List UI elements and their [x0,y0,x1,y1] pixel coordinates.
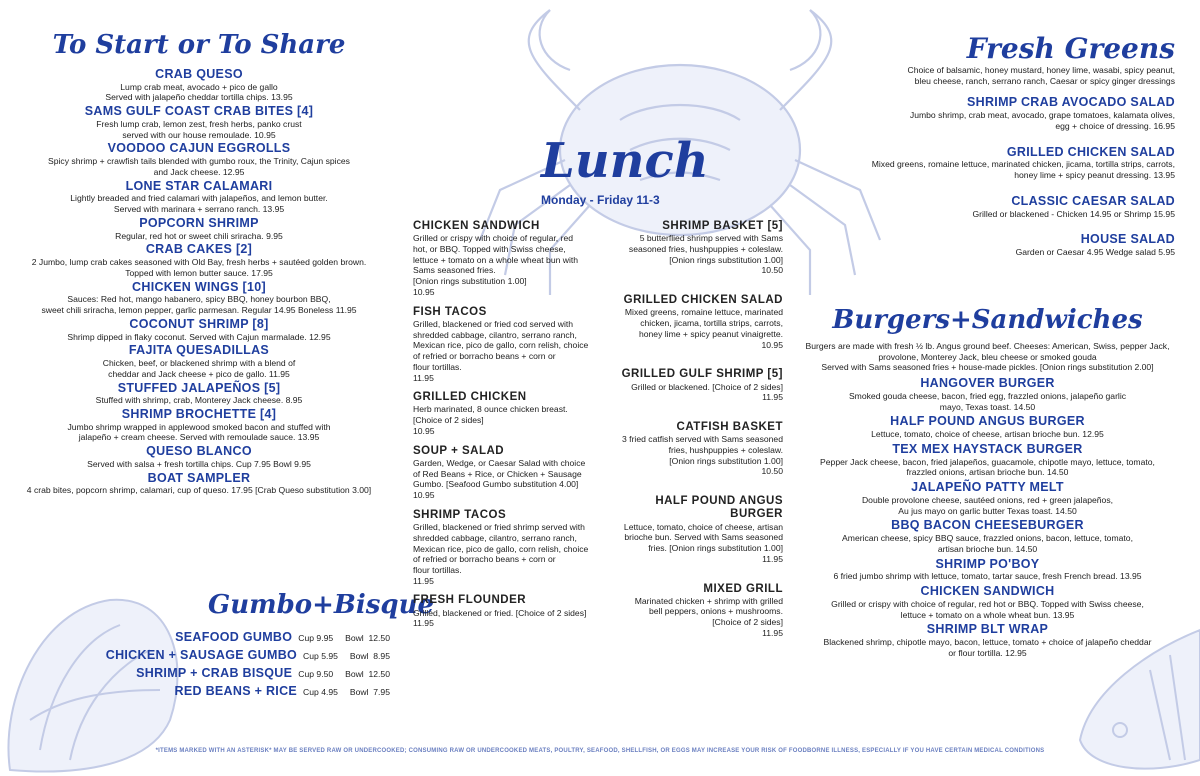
item-name: MIXED GRILL [703,582,783,595]
item-description: Grilled or blackened. [Choice of 2 sides] 11.95 [631,381,783,403]
lunch-right-items [613,220,783,657]
item-description: Lettuce, tomato, choice of cheese, artisan brioche bun. Served with Sams seasoned fries. [Onion rings substitution 1.00] 11.95 [623,521,783,564]
item-name: LONE STAR CALAMARI [125,178,273,193]
item-name: QUESO BLANCO [146,444,252,459]
item-description: Smoked gouda cheese, bacon, fried egg, frazzled onions, jalapeño garlic mayo, Texas toast. 14.50 [848,390,1127,412]
start-section [0,0,398,498]
gumbo-menu-item [0,666,390,680]
start-menu-item [0,142,398,177]
greens-title: Fresh Greens [966,32,1175,65]
item-name: FISH TACOS [413,305,487,318]
item-description: Stuffed with shrimp, crab, Monterey Jack cheese. 8.95 [95,395,303,406]
burgers-menu-item [800,519,1175,554]
item-description: Lump crab meat, avocado + pico de gallo Served with jalapeño cheddar tortilla chips. 13.95 [105,81,293,103]
start-menu-item [0,382,398,406]
item-name: CATFISH BASKET [676,421,783,433]
item-price: Cup 9.95 Bowl 12.50 [298,633,390,643]
item-name: GRILLED CHICKEN [413,391,527,404]
item-description: Served with salsa + fresh tortilla chips. Cup 7.95 Bowl 9.95 [87,458,311,469]
item-name: SHRIMP BLT WRAP [926,622,1049,637]
burgers-section [800,305,1175,661]
start-menu-item [0,344,398,379]
item-description: Garden, Wedge, or Caesar Salad with choice of Red Beans + Rice, or Chicken + Sausage Gumbo. [Seafood Gumbo substitution 4.00] 10.95 [413,457,586,501]
item-name: SAMS GULF COAST CRAB BITES [4] [84,104,314,119]
item-description: Double provolone cheese, sautéed onions, red + green jalapeños, Au jus mayo on garlic butter Texas toast. 14.50 [861,494,1114,516]
item-description: Pepper Jack cheese, bacon, fried jalapeños, guacamole, chipotle mayo, lettuce, tomato, frazzled onions, artisan brioche bun. 14.50 [820,456,1155,478]
item-name: HANGOVER BURGER [920,376,1055,391]
burgers-menu-item [800,443,1175,478]
lunch-menu-item [413,391,608,436]
item-name: CRAB QUESO [155,67,243,81]
item-name: FAJITA QUESADILLAS [128,343,270,358]
item-description: Blackened shrimp, chipotle mayo, bacon, lettuce, tomato + choice of jalapeño cheddar or flour tortilla. 12.95 [823,637,1152,658]
burgers-menu-item [800,377,1175,412]
item-name: JALAPEÑO PATTY MELT [911,480,1064,495]
burgers-menu-item [800,585,1175,620]
burgers-intro: Burgers are made with fresh ½ lb. Angus ground beef. Cheeses: American, Swiss, pepper Jack, provolone, Monterey Jack, bleu cheese or smoked gouda Served with Sams seasoned fries + house-made pickles. [Onion rings substitution 2.00] [805,341,1170,373]
lunch-title: Lunch [541,133,709,189]
item-description: Jumbo shrimp, crab meat, avocado, grape tomatoes, kalamata olives, egg + choice of dressing. 16.95 [909,110,1175,131]
item-name: HOUSE SALAD [1080,232,1175,247]
item-name: SHRIMP + CRAB BISQUE [136,666,293,680]
item-description: 6 fried jumbo shrimp with lettuce, tomato, tartar sauce, fresh French bread. 13.95 [833,571,1142,582]
burgers-items [800,377,1175,658]
lunch-menu-item [613,583,783,639]
greens-items [800,96,1175,257]
item-name: GRILLED CHICKEN SALAD [1006,144,1175,159]
gumbo-menu-item [0,648,390,662]
item-description: Regular, red hot or sweet chili sriracha. 9.95 [115,230,283,241]
item-description: 3 fried catfish served with Sams seasoned fries, hushpuppies + coleslaw. [Onion rings substitution 1.00] 10.50 [622,434,783,477]
item-description: Grilled, blackened or fried shrimp served with shredded cabbage, cilantro, serrano ranch, Mexican rice, pico de gallo, corn relish, choice of refried or borracho beans + corn or flour tortillas. 11.95 [413,522,589,586]
burgers-menu-item [800,623,1175,658]
start-menu-item [0,180,398,215]
lunch-menu-item [413,594,608,629]
item-description: Spicy shrimp + crawfish tails blended with gumbo roux, the Trinity, Cajun spices and Jack cheese. 12.95 [48,156,350,177]
item-name: SHRIMP CRAB AVOCADO SALAD [967,95,1175,110]
start-menu-item [0,68,398,103]
item-name: HALF POUND ANGUS BURGER [890,414,1085,429]
greens-menu-item [800,233,1175,257]
greens-intro: Choice of balsamic, honey mustard, honey lime, wasabi, spicy peanut, bleu cheese, ranch, serrano ranch, Caesar or spicy ginger dressings [907,65,1175,86]
lunch-menu-item [613,368,783,403]
burgers-menu-item [800,415,1175,439]
item-description: Garden or Caesar 4.95 Wedge salad 5.95 [1015,247,1175,258]
item-description: Herb marinated, 8 ounce chicken breast. [Choice of 2 sides] 10.95 [413,404,568,436]
start-menu-item [0,445,398,469]
item-name: CHICKEN + SAUSAGE GUMBO [105,648,298,662]
item-name: SHRIMP BASKET [5] [662,220,783,232]
start-menu-item [0,281,398,316]
start-menu-item [0,318,398,342]
item-description: Mixed greens, romaine lettuce, marinated chicken, jicama, tortilla strips, carrots, honey lime + spicy peanut dressing. 13.95 [871,159,1175,181]
item-name: STUFFED JALAPEÑOS [5] [117,380,281,395]
item-name: SOUP + SALAD [413,444,505,457]
lunch-menu-item [613,220,783,276]
item-name: GRILLED GULF SHRIMP [5] [621,368,783,381]
item-description: Shrimp dipped in flaky coconut. Served with Cajun marmalade. 12.95 [67,331,331,342]
item-description: Sauces: Red hot, mango habanero, spicy BBQ, honey bourbon BBQ, sweet chili sriracha, lemon pepper, garlic parmesan. Regular 14.95 Boneless 11.95 [41,294,357,316]
item-name: COCONUT SHRIMP [8] [129,316,269,331]
item-name: BOAT SAMPLER [147,470,251,485]
gumbo-menu-item [0,630,390,644]
item-description: Chicken, beef, or blackened shrimp with a blend of cheddar and Jack cheese + pico de gallo. 11.95 [102,358,296,379]
item-name: BBQ BACON CHEESEBURGER [891,518,1084,533]
gumbo-title: Gumbo+Bisque [208,590,435,620]
item-description: Grilled or crispy with choice of regular, red hot, or BBQ. Topped with Swiss cheese, lettuce + tomato on a whole wheat bun with Sams seasoned fries. [Onion rings substitution 1.00] 10.95 [413,233,579,297]
start-menu-item [0,217,398,241]
disclaimer-footer: *ITEMS MARKED WITH AN ASTERISK* MAY BE SERVED RAW OR UNDERCOOKED; CONSUMING RAW OR UNDERCOOKED MEATS, POULTRY, SEAFOOD, SHELLFISH, OR EGGS MAY INCREASE YOUR RISK OF FOODBORNE ILLNESS, ESPECIALLY IF YOU HAVE CERTAIN MEDICAL CONDITIONS [155,748,1045,754]
item-price: Cup 9.50 Bowl 12.50 [298,669,390,679]
lunch-menu-item [413,306,608,384]
item-description: Grilled, blackened or fried. [Choice of 2 sides] 11.95 [413,607,587,629]
item-name: POPCORN SHRIMP [139,215,259,230]
item-description: Fresh lump crab, lemon zest, fresh herbs, panko crust served with our house remoulade. 10.95 [96,118,302,140]
start-menu-item [0,243,398,278]
lunch-menu-item [413,220,608,298]
gumbo-section [0,590,435,702]
item-name: RED BEANS + RICE [174,684,298,698]
greens-menu-item [800,146,1175,181]
item-price: Cup 4.95 Bowl 7.95 [303,687,390,697]
lunch-menu-item [413,445,608,501]
item-description: 4 crab bites, popcorn shrimp, calamari, cup of queso. 17.95 [Crab Queso substitution 3.00] [26,485,372,496]
item-description: Lettuce, tomato, choice of cheese, artisan brioche bun. 12.95 [871,429,1104,440]
item-description: Grilled, blackened or fried cod served with shredded cabbage, cilantro, serrano ranch, Mexican rice, pico de gallo, corn relish, choice of refried or borracho beans + corn or flour tortillas. 11.95 [413,318,589,383]
burgers-title: Burgers+Sandwiches [832,305,1143,335]
gumbo-menu-item [0,684,390,698]
item-description: Grilled or blackened - Chicken 14.95 or Shrimp 15.95 [972,208,1175,219]
lunch-subtitle: Monday - Friday 11-3 [541,193,660,207]
item-name: CRAB CAKES [2] [145,242,253,257]
greens-section [800,0,1175,272]
item-name: SHRIMP PO'BOY [935,556,1040,571]
item-description: Marinated chicken + shrimp with grilled bell peppers, onions + mushrooms. [Choice of 2 sides] 11.95 [634,595,783,638]
item-name: SHRIMP TACOS [413,508,507,521]
gumbo-items [0,630,390,698]
item-name: HALF POUND ANGUS BURGER [655,495,783,521]
item-name: SHRIMP BROCHETTE [4] [121,406,277,421]
burgers-menu-item [800,558,1175,582]
item-name: FRESH FLOUNDER [413,594,527,607]
item-description: 2 Jumbo, lump crab cakes seasoned with Old Bay, fresh herbs + sautéed golden brown. Topped with lemon butter sauce. 17.95 [31,257,367,278]
item-name: CHICKEN SANDWICH [413,220,540,232]
item-name: CHICKEN WINGS [10] [132,279,266,294]
lunch-menu-item [613,421,783,477]
item-name: CLASSIC CAESAR SALAD [1011,193,1175,208]
item-price: Cup 5.95 Bowl 8.95 [303,651,390,661]
item-name: CHICKEN SANDWICH [920,584,1055,599]
start-menu-item [0,408,398,443]
lunch-menu-item [613,294,783,350]
greens-menu-item [800,96,1175,131]
start-title: To Start or To Share [52,30,346,60]
item-description: Jumbo shrimp wrapped in applewood smoked bacon and stuffed with jalapeño + cream cheese. Served with remoulade sauce. 13.95 [67,421,331,443]
item-description: Grilled or crispy with choice of regular, red hot or BBQ. Topped with Swiss cheese, lettuce + tomato on a whole wheat bun. 13.95 [831,598,1144,620]
lunch-menu-item [613,495,783,564]
item-description: Mixed greens, romaine lettuce, marinated chicken, jicama, tortilla strips, carrots, honey lime + spicy peanut vinaigrette. 10.95 [624,307,783,350]
start-menu-item [0,472,398,496]
item-description: Lightly breaded and fried calamari with jalapeños, and lemon butter. Served with marinara + serrano ranch. 13.95 [70,193,328,215]
item-name: VOODOO CAJUN EGGROLLS [107,141,291,156]
item-name: GRILLED CHICKEN SALAD [623,294,783,307]
greens-menu-item [800,195,1175,219]
burgers-menu-item [800,481,1175,516]
item-name: TEX MEX HAYSTACK BURGER [892,441,1083,456]
item-description: American cheese, spicy BBQ sauce, frazzled onions, bacon, lettuce, tomato, artisan brioche bun. 14.50 [842,533,1133,554]
item-name: SEAFOOD GUMBO [175,630,293,644]
lunch-left-items [413,220,608,637]
item-description: 5 butterflied shrimp served with Sams seasoned fries, hushpuppies + coleslaw. [Onion rings substitution 1.00] 10.50 [628,233,783,276]
start-menu-item [0,105,398,140]
lunch-menu-item [413,509,608,587]
start-items [0,68,398,496]
